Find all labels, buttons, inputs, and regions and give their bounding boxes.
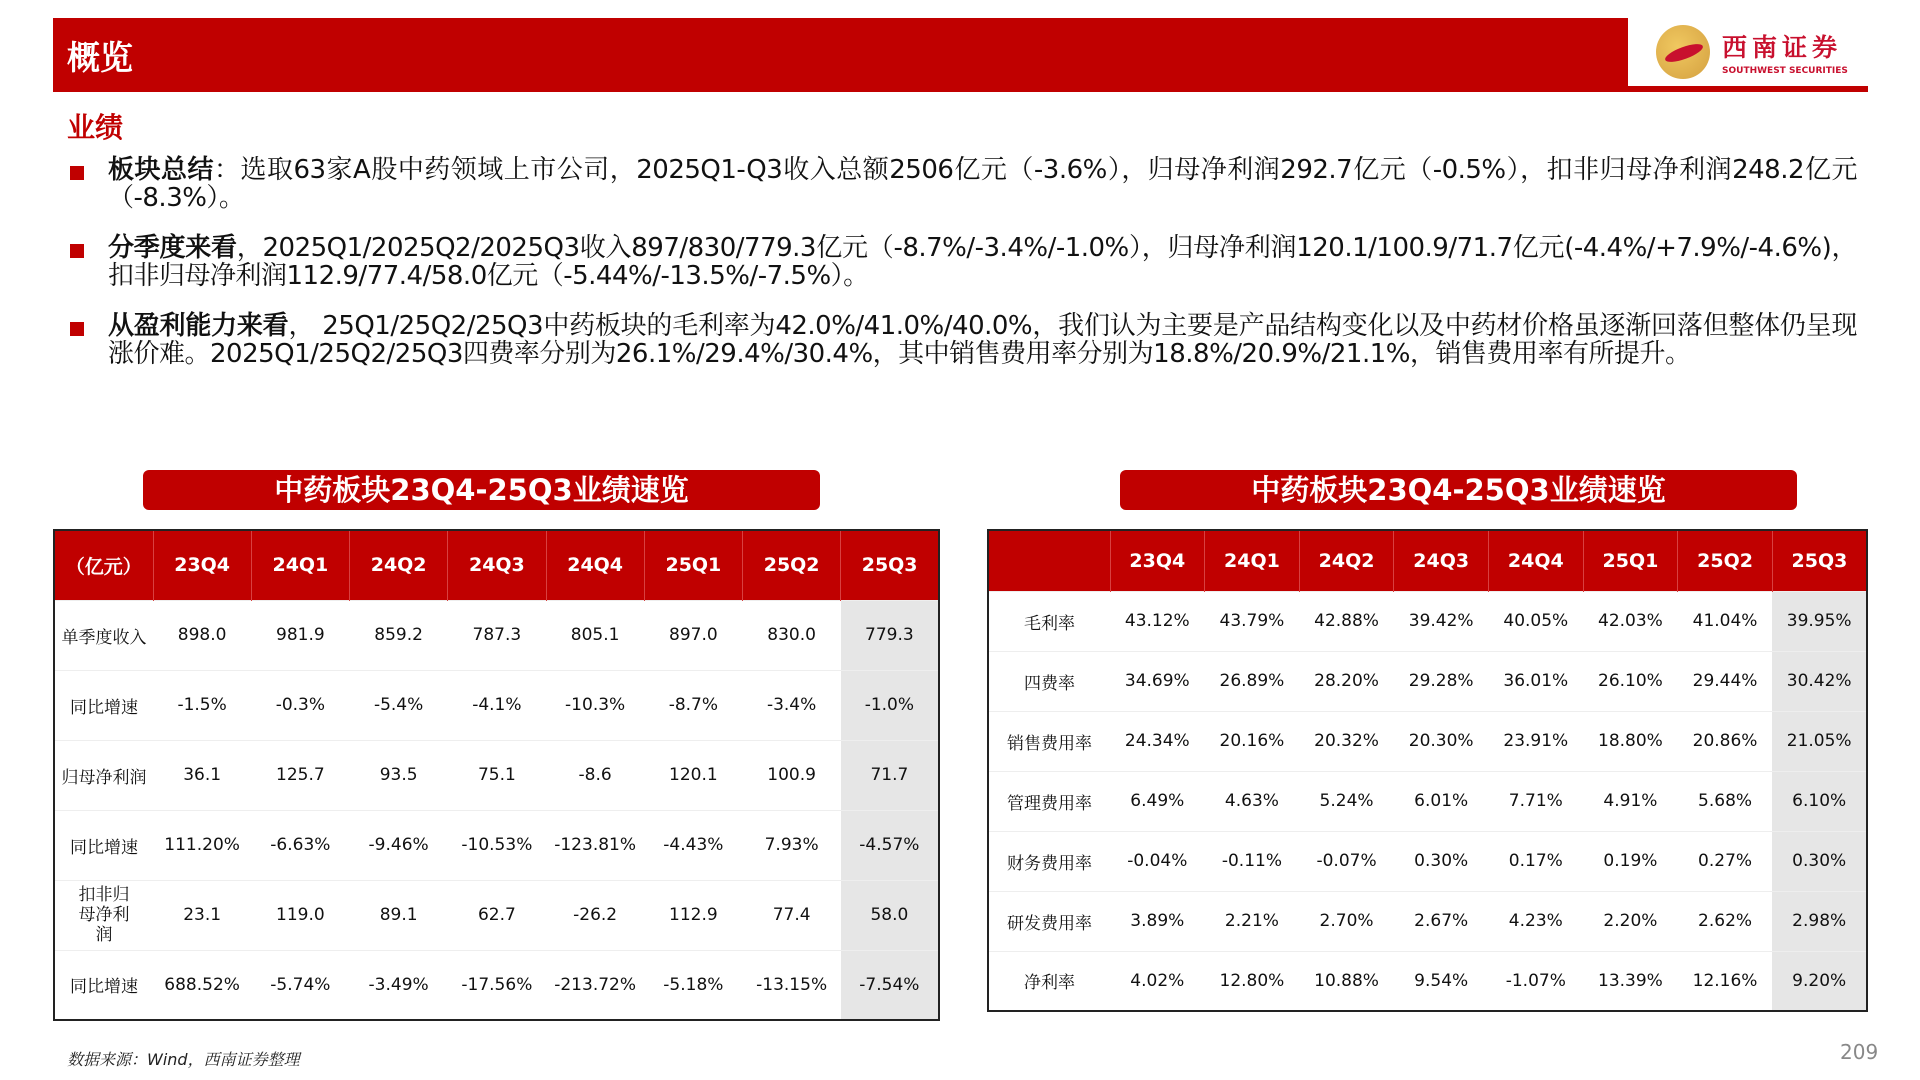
table-cell: 24.34% [1110,711,1205,771]
table-cell: 20.86% [1678,711,1773,771]
table-cell: -3.49% [350,950,448,1020]
table-row [988,711,1867,771]
table-cell: 77.4 [743,880,841,950]
table-cell: 20.30% [1394,711,1489,771]
table-cell: 125.7 [251,740,349,810]
table-cell: 2.21% [1205,891,1300,951]
right-table-title: 中药板块23Q4-25Q3业绩速览 [1120,470,1797,510]
table-cell: -0.07% [1299,831,1394,891]
table-cell: 10.88% [1299,951,1394,1011]
column-header: 25Q1 [644,530,742,600]
table-row [988,651,1867,711]
row-label: 同比增速 [54,670,153,740]
row-label: 归母净利润 [54,740,153,810]
table-cell: 23.91% [1489,711,1584,771]
table-cell: 787.3 [448,600,546,670]
table-cell: -0.3% [251,670,349,740]
table-cell: 12.80% [1205,951,1300,1011]
table-cell: 5.68% [1678,771,1773,831]
row-label: 四费率 [988,651,1110,711]
table-cell: 23.1 [153,880,251,950]
table-cell: 58.0 [841,880,939,950]
column-header [988,530,1110,591]
table-cell: 119.0 [251,880,349,950]
table-row [988,771,1867,831]
column-header: 24Q4 [546,530,644,600]
table-cell: 0.27% [1678,831,1773,891]
table-cell: 75.1 [448,740,546,810]
table-cell: 43.12% [1110,591,1205,651]
table-cell: -7.54% [841,950,939,1020]
table-cell: 12.16% [1678,951,1773,1011]
row-label: 管理费用率 [988,771,1110,831]
table-cell: 0.30% [1772,831,1867,891]
table-cell: 21.05% [1772,711,1867,771]
row-label: 扣非归母净利润 [54,880,153,950]
table-cell: 111.20% [153,810,251,880]
table-row [988,951,1867,1011]
table-cell: -17.56% [448,950,546,1020]
data-source: 数据来源：Wind，西南证券整理 [67,1050,300,1069]
table-cell: -0.04% [1110,831,1205,891]
table-cell: 0.17% [1489,831,1584,891]
column-header: 25Q1 [1583,530,1678,591]
table-cell: 2.70% [1299,891,1394,951]
table-row [54,670,939,740]
table-cell: 62.7 [448,880,546,950]
header-row [988,530,1867,591]
column-header: 23Q4 [153,530,251,600]
bullet-list [67,156,1857,390]
logo-en: SOUTHWEST SECURITIES [1722,66,1848,76]
table-cell: 93.5 [350,740,448,810]
table-cell: 89.1 [350,880,448,950]
table-cell: 40.05% [1489,591,1584,651]
table-cell: -8.6 [546,740,644,810]
column-header: 24Q2 [350,530,448,600]
page-title: 概览 [67,38,133,77]
table-cell: 36.01% [1489,651,1584,711]
table-cell: 859.2 [350,600,448,670]
table-cell: 20.16% [1205,711,1300,771]
table-row [988,831,1867,891]
table-cell: 26.89% [1205,651,1300,711]
table-cell: 26.10% [1583,651,1678,711]
table-cell: -4.57% [841,810,939,880]
table-cell: 41.04% [1678,591,1773,651]
performance-table [53,529,940,1021]
column-header: 24Q3 [448,530,546,600]
bullet-lead: 从盈利能力来看 [108,311,289,341]
column-header: 24Q4 [1489,530,1584,591]
header-bar [53,18,1628,92]
table-cell: 4.23% [1489,891,1584,951]
bullet-item [67,312,1857,368]
table-cell: -1.5% [153,670,251,740]
page-number: 209 [1840,1040,1879,1064]
table-cell: 100.9 [743,740,841,810]
table-cell: 2.20% [1583,891,1678,951]
table-cell: -4.43% [644,810,742,880]
row-label: 同比增速 [54,810,153,880]
table-cell: -123.81% [546,810,644,880]
table-cell: 4.02% [1110,951,1205,1011]
ratio-table [987,529,1868,1012]
table-cell: 4.91% [1583,771,1678,831]
bullet-text: ， 25Q1/25Q2/25Q3中药板块的毛利率为42.0%/41.0%/40.0%，我们认为主要是产品结构变化以及中药材价格虽逐渐回落但整体仍呈现涨价难。2025Q1/25Q2/25Q3四费率分别为26.1%/29.4%/30.4%，其中销售费用率分别为18.8%/20.9%/21.1%，销售费用率有所提升。 [108,311,1857,369]
table-cell: 805.1 [546,600,644,670]
column-header: 25Q3 [1772,530,1867,591]
table-cell: 0.19% [1583,831,1678,891]
table-row [54,880,939,950]
table-cell: 112.9 [644,880,742,950]
table-cell: -13.15% [743,950,841,1020]
bullet-text: ：选取63家A股中药领域上市公司，2025Q1-Q3收入总额2506亿元（-3.6%），归母净利润292.7亿元（-0.5%），扣非归母净利润248.2亿元（-8.3%）。 [108,155,1857,213]
left-table-title: 中药板块23Q4-25Q3业绩速览 [143,470,820,510]
table-cell: 779.3 [841,600,939,670]
table-cell: 2.62% [1678,891,1773,951]
header-row [54,530,939,600]
table-cell: -9.46% [350,810,448,880]
table-cell: -3.4% [743,670,841,740]
row-label: 毛利率 [988,591,1110,651]
row-label: 单季度收入 [54,600,153,670]
table-cell: 4.63% [1205,771,1300,831]
table-cell: 9.20% [1772,951,1867,1011]
column-header: 25Q3 [841,530,939,600]
table-row [54,600,939,670]
table-cell: 30.42% [1772,651,1867,711]
column-header: 24Q1 [251,530,349,600]
table-row [54,950,939,1020]
table-cell: 42.03% [1583,591,1678,651]
table-cell: 0.30% [1394,831,1489,891]
bullet-text: ，2025Q1/2025Q2/2025Q3收入897/830/779.3亿元（-8.7%/-3.4%/-1.0%），归母净利润120.1/100.9/71.7亿元(-4.4%/+7.9%/-4.6%)，扣非归母净利润112.9/77.4/58.0亿元（-5.44%/-13.5%/-7.5%）。 [108,233,1857,291]
table-cell: 897.0 [644,600,742,670]
row-label: 财务费用率 [988,831,1110,891]
row-label: 销售费用率 [988,711,1110,771]
table-cell: 29.44% [1678,651,1773,711]
table-cell: -0.11% [1205,831,1300,891]
column-header: 24Q2 [1299,530,1394,591]
bullet-lead: 板块总结 [108,155,214,185]
table-cell: 42.88% [1299,591,1394,651]
bullet-lead: 分季度来看 [108,233,237,263]
table-cell: -10.53% [448,810,546,880]
table-cell: -5.4% [350,670,448,740]
row-label: 同比增速 [54,950,153,1020]
table-cell: 9.54% [1394,951,1489,1011]
table-cell: 34.69% [1110,651,1205,711]
table-cell: 71.7 [841,740,939,810]
table-cell: 7.93% [743,810,841,880]
row-label: 净利率 [988,951,1110,1011]
table-cell: 5.24% [1299,771,1394,831]
table-cell: 830.0 [743,600,841,670]
table-cell: 898.0 [153,600,251,670]
column-header: （亿元） [54,530,153,600]
column-header: 25Q2 [743,530,841,600]
table-cell: -213.72% [546,950,644,1020]
table-cell: 6.01% [1394,771,1489,831]
table-cell: 3.89% [1110,891,1205,951]
table-row [988,891,1867,951]
table-cell: 981.9 [251,600,349,670]
table-cell: -5.18% [644,950,742,1020]
table-row [54,810,939,880]
table-cell: -5.74% [251,950,349,1020]
table-row [54,740,939,810]
column-header: 24Q3 [1394,530,1489,591]
bullet-item [67,156,1857,212]
table-cell: -4.1% [448,670,546,740]
table-cell: 13.39% [1583,951,1678,1011]
table-cell: -26.2 [546,880,644,950]
table-cell: -10.3% [546,670,644,740]
logo [1628,18,1868,86]
table-cell: 28.20% [1299,651,1394,711]
table-cell: 36.1 [153,740,251,810]
table-cell: 6.49% [1110,771,1205,831]
logo-underline [1628,86,1868,92]
bullet-item [67,234,1857,290]
column-header: 23Q4 [1110,530,1205,591]
table-cell: 2.98% [1772,891,1867,951]
table-cell: 29.28% [1394,651,1489,711]
table-cell: 43.79% [1205,591,1300,651]
table-cell: -6.63% [251,810,349,880]
table-cell: 6.10% [1772,771,1867,831]
table-cell: -1.0% [841,670,939,740]
table-cell: 39.42% [1394,591,1489,651]
column-header: 25Q2 [1678,530,1773,591]
table-row [988,591,1867,651]
table-cell: 39.95% [1772,591,1867,651]
table-cell: -1.07% [1489,951,1584,1011]
column-header: 24Q1 [1205,530,1300,591]
table-cell: 18.80% [1583,711,1678,771]
table-cell: 7.71% [1489,771,1584,831]
table-cell: 20.32% [1299,711,1394,771]
table-cell: -8.7% [644,670,742,740]
table-cell: 2.67% [1394,891,1489,951]
row-label: 研发费用率 [988,891,1110,951]
table-cell: 688.52% [153,950,251,1020]
table-cell: 120.1 [644,740,742,810]
logo-cn: 西南证券 [1722,33,1843,62]
logo-emblem-icon [1656,25,1710,79]
section-title: 业绩 [67,111,124,144]
